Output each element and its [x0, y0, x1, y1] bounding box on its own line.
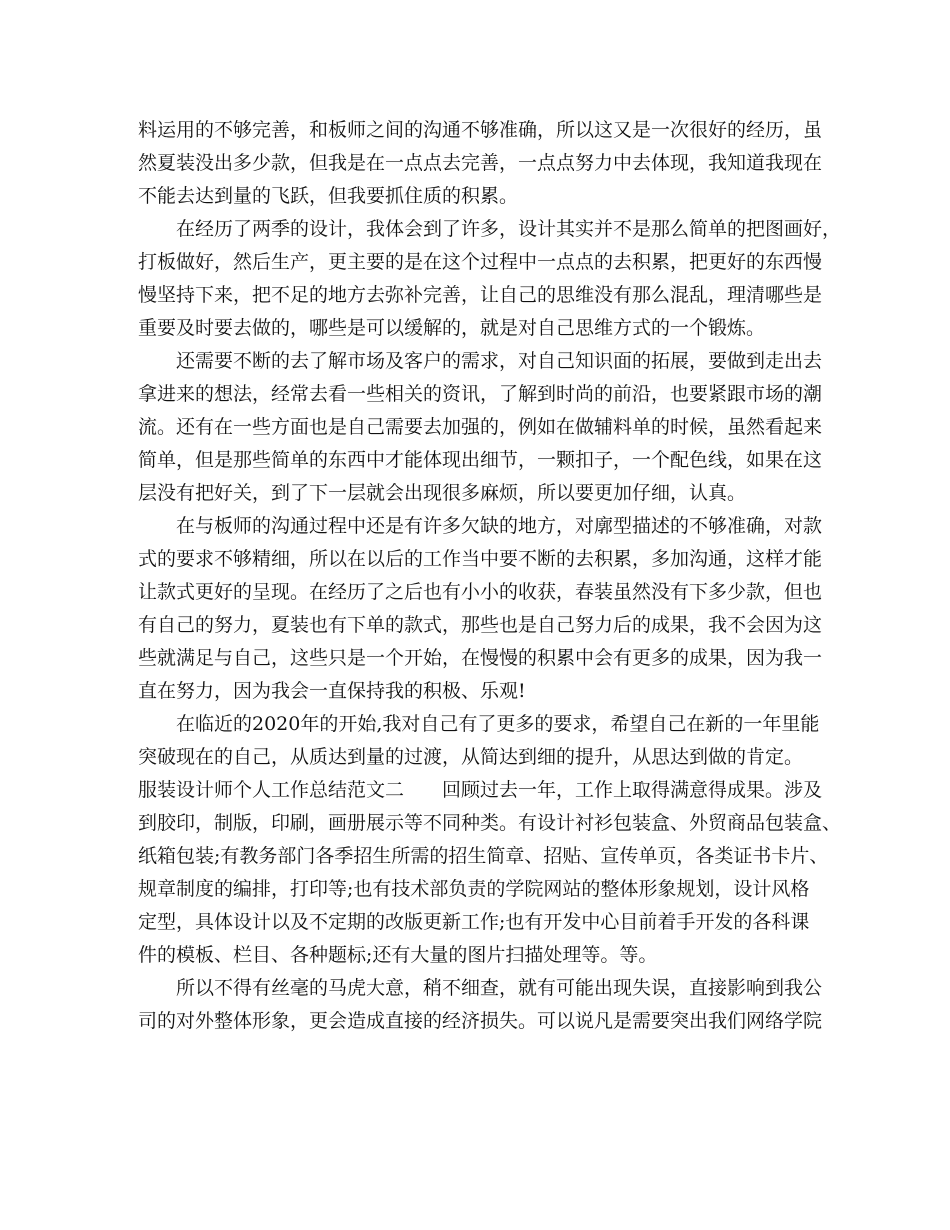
- text-line: 流。还有在一些方面也是自己需要去加强的，例如在做辅料单的时候，虽然看起来: [138, 416, 823, 438]
- paragraph-first-line: 在临近的2020年的开始,我对自己有了更多的要求，希望自己在新的一年里能: [176, 713, 820, 735]
- paragraph-first-line: 在经历了两季的设计，我体会到了许多，设计其实并不是那么简单的把图画好，: [176, 218, 842, 240]
- text-line: 到胶印，制版，印刷，画册展示等不同种类。有设计衬衫包装盒、外贸商品包装盒、: [138, 812, 842, 834]
- text-line: 打板做好，然后生产，更主要的是在这个过程中一点点的去积累，把更好的东西慢: [138, 251, 823, 273]
- text-line: 然夏装没出多少款，但我是在一点点去完善，一点点努力中去体现，我知道我现在: [138, 152, 823, 174]
- text-line: 纸箱包装;有教务部门各季招生所需的招生简章、招贴、宣传单页，各类证书卡片、: [138, 845, 829, 867]
- paragraph-first-line: 还需要不断的去了解市场及客户的需求，对自己知识面的拓展，要做到走出去: [176, 350, 823, 372]
- text-line: 定型，具体设计以及不定期的改版更新工作;也有开发中心目前着手开发的各科课: [138, 911, 810, 933]
- text-line: 拿进来的想法，经常去看一些相关的资讯，了解到时尚的前沿，也要紧跟市场的潮: [138, 383, 823, 405]
- text-line: 有自己的努力，夏装也有下单的款式，那些也是自己努力后的成果，我不会因为这: [138, 614, 823, 636]
- text-line: 突破现在的自己，从质达到量的过渡，从简达到细的提升，从思达到做的肯定。: [138, 746, 804, 768]
- text-line: 简单，但是那些简单的东西中才能体现出细节，一颗扣子，一个配色线，如果在这: [138, 449, 823, 471]
- text-line: 重要及时要去做的，哪些是可以缓解的，就是对自己思维方式的一个锻炼。: [138, 317, 766, 339]
- text-line: 直在努力，因为我会一直保持我的积极、乐观!: [138, 680, 526, 702]
- document-body: [138, 114, 842, 1038]
- text-line: 慢坚持下来，把不足的地方去弥补完善，让自己的思维没有那么混乱，理清哪些是: [138, 284, 823, 306]
- text-line: 料运用的不够完善，和板师之间的沟通不够准确，所以这又是一次很好的经历，虽: [138, 119, 823, 141]
- text-line: 件的模板、栏目、各种题标;还有大量的图片扫描处理等。等。: [138, 944, 658, 966]
- section-title-line: 服装设计师个人工作总结范文二 回顾过去一年，工作上取得满意得成果。涉及: [138, 779, 823, 801]
- text-line: 式的要求不够精细，所以在以后的工作当中要不断的去积累，多加沟通，这样才能: [138, 548, 823, 570]
- text-line: 规章制度的编排，打印等;也有技术部负责的学院网站的整体形象规划，设计风格: [138, 878, 810, 900]
- paragraph-first-line: 在与板师的沟通过程中还是有许多欠缺的地方，对廓型描述的不够准确，对款: [176, 515, 823, 537]
- text-line: 不能去达到量的飞跃，但我要抓住质的积累。: [138, 185, 519, 207]
- text-line: 些就满足与自己，这些只是一个开始，在慢慢的积累中会有更多的成果，因为我一: [138, 647, 823, 669]
- text-line: 司的对外整体形象，更会造成直接的经济损失。可以说凡是需要突出我们网络学院: [138, 1010, 823, 1032]
- text-line: 让款式更好的呈现。在经历了之后也有小小的收获，春装虽然没有下多少款，但也: [138, 581, 823, 603]
- paragraph-first-line: 所以不得有丝毫的马虎大意，稍不细查，就有可能出现失误，直接影响到我公: [176, 977, 823, 999]
- text-line: 层没有把好关，到了下一层就会出现很多麻烦，所以要更加仔细，认真。: [138, 482, 747, 504]
